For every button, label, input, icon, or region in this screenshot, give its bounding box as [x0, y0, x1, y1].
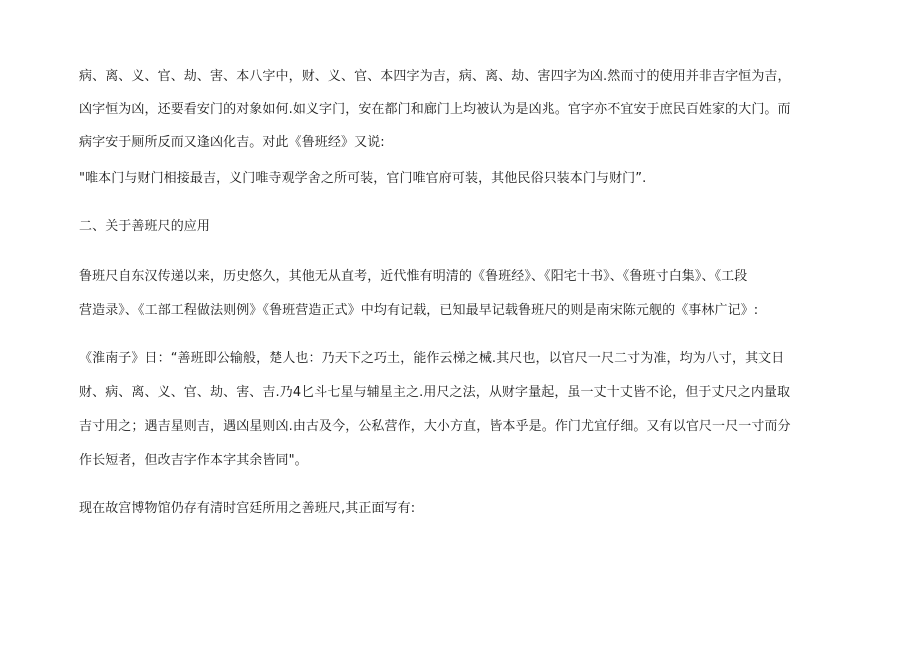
para3-line2: 财、病、离、义、官、劫、害、吉.乃4匕斗七星与辅星主之.用尺之法，从财字量起，虽一丈十丈皆不论，但于丈尺之内量取 — [79, 385, 791, 400]
para4-line: 现在故宫博物馆仍存有清时宫廷所用之善班尺,其正面写有: — [79, 501, 416, 516]
para1-line3: 病字安于厕所反而又逢凶化吉。对此《鲁班经》又说: — [79, 135, 385, 150]
para3-line4: 作长短者，但改吉字作本字其余皆同"。 — [79, 453, 308, 468]
para1-line2: 凶字恒为凶，还要看安门的对象如何.如义字门，安在都门和廊门上均被认为是凶兆。官字亦不宜安于庶民百姓家的大门。而 — [79, 102, 791, 117]
quote-line: "唯本门与财门相接最吉，义门唯寺观学舍之所可装，官门唯官府可装，其他民俗只装本门与财门”. — [79, 171, 647, 186]
para3-line1: 《淮南子》日：“善班即公输般，楚人也：乃天下之巧土，能作云梯之械.其尺也，以官尺一尺二寸为准，均为八寸，其文日 — [79, 351, 785, 366]
para1-line1: 病、离、义、官、劫、害、本八字中，财、义、官、本四字为吉，病、离、劫、害四字为凶.然而寸的使用并非吉字恒为吉， — [79, 69, 791, 84]
para3-line3: 吉寸用之；遇吉星则吉，遇凶星则凶.由古及今，公私营作，大小方直，皆本乎是。作门尤宜仔细。又有以官尺一尺一寸而分 — [79, 419, 791, 434]
para2-line1: 鲁班尺自东汉传递以来，历史悠久，其他无从直考，近代惟有明清的《鲁班经》、《阳宅十书》、《鲁班寸白集》、《工段 — [79, 269, 748, 284]
section-heading: 二、关于善班尺的应用 — [79, 219, 211, 234]
para2-line2: 营造录》、《工部工程做法则例》《鲁班营造正式》中均有记载，已知最早记载鲁班尺的则是南宋陈元舰的《事林广记》: — [79, 303, 759, 318]
